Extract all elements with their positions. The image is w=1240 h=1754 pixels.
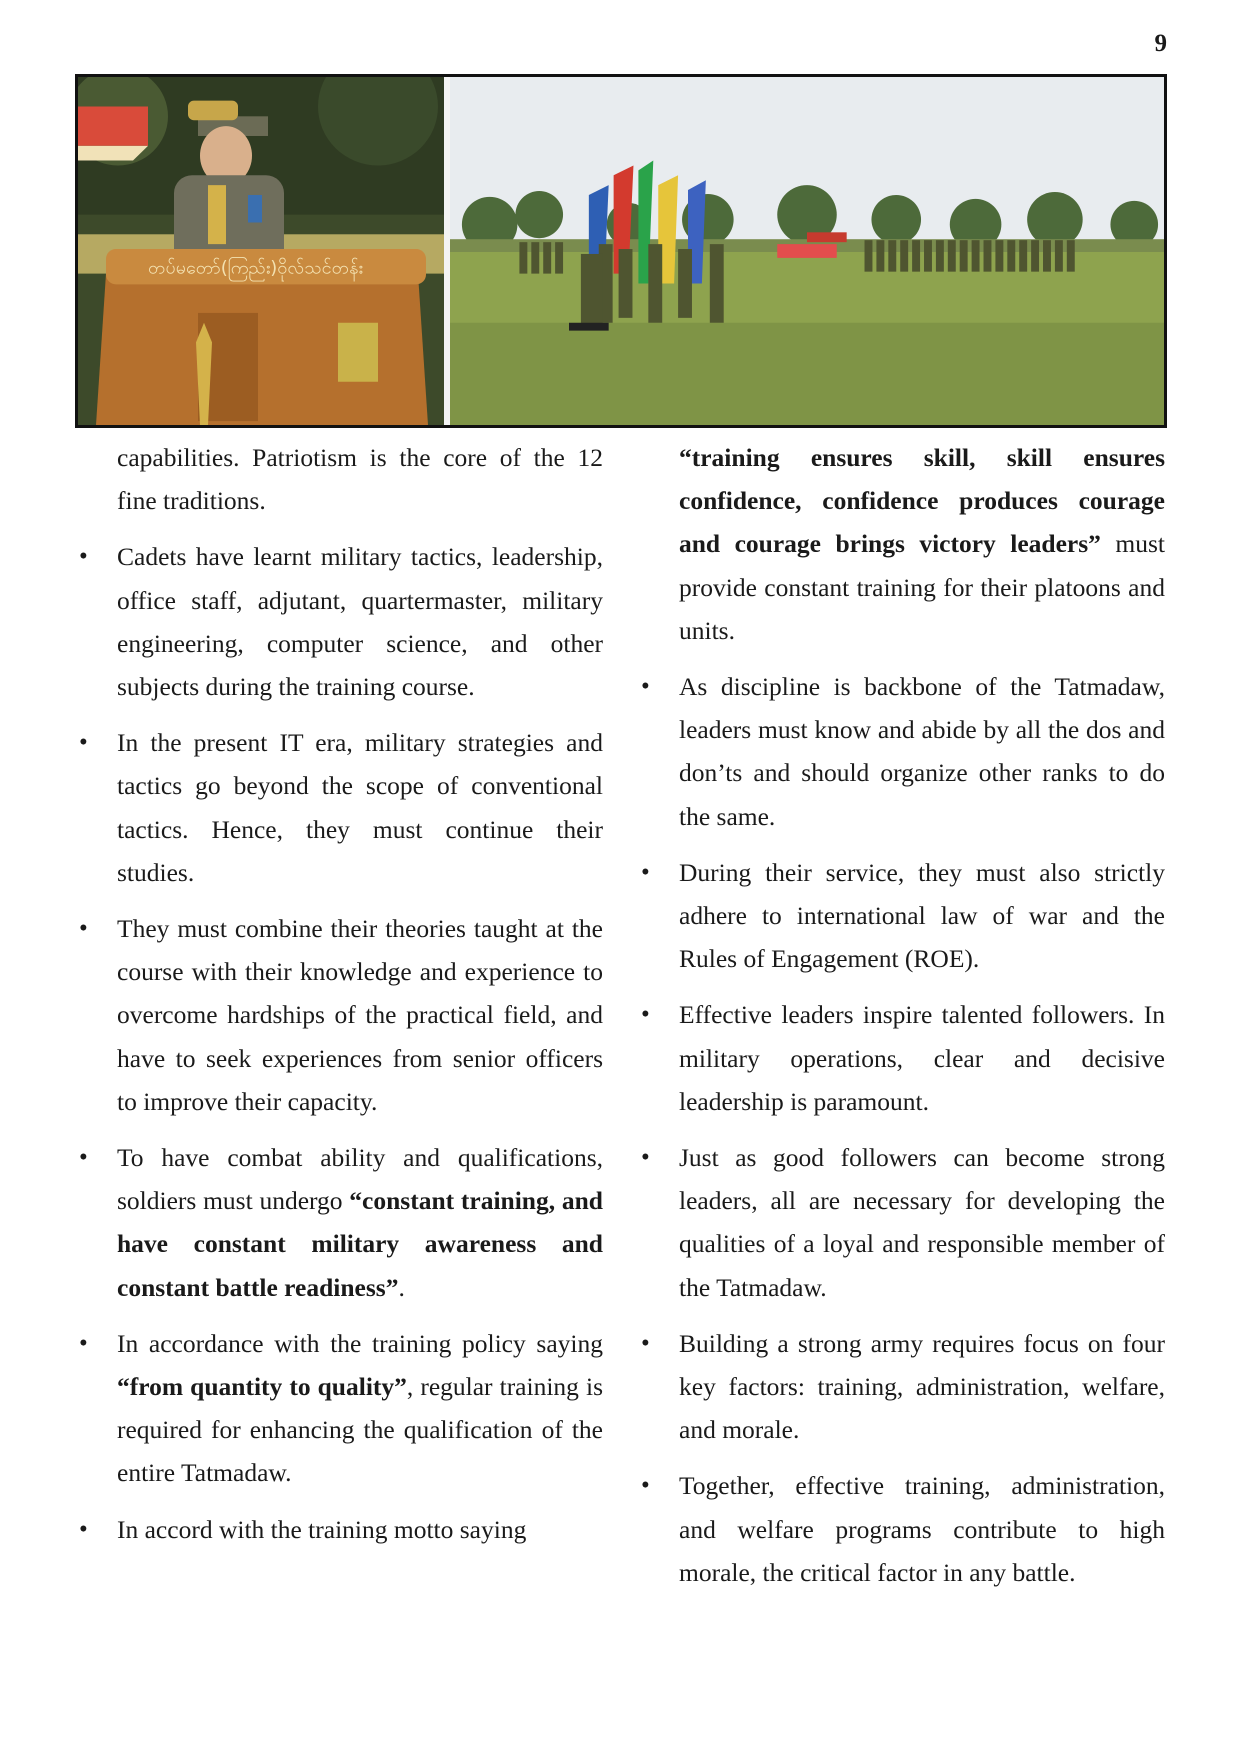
continuation-paragraph: capabilities. Patriotism is the core of the 12 fine traditions. — [117, 443, 603, 516]
right-column — [637, 436, 1165, 1607]
bold-quote: “training ensures skill, skill ensures confidence, confidence produces courage and courage brings victory leaders” — [679, 443, 1165, 559]
podium-speech-photo — [78, 77, 444, 425]
list-item: • During their service, they must also strictly adhere to international law of war and the Rules of Engagement (ROE). — [637, 851, 1165, 981]
list-item: • As discipline is backbone of the Tatmadaw, leaders must know and abide by all the dos and don’ts and should organize other ranks to do the same. — [637, 665, 1165, 838]
text-run: must provide constant training for their platoons and units. — [679, 529, 1165, 645]
text-run: To have combat ability and qualifications, soldiers must undergo — [117, 1143, 603, 1216]
list-item: • Together, effective training, administration, and welfare programs contribute to high morale, the critical factor in any battle. — [637, 1464, 1165, 1594]
bold-quote: “from quantity to quality” — [117, 1372, 407, 1402]
list-item: • Effective leaders inspire talented followers. In military operations, clear and decisive leadership is paramount. — [637, 993, 1165, 1123]
continuation-paragraph — [637, 436, 1165, 652]
list-item: • They must combine their theories taught at the course with their knowledge and experience to overcome hardships of the practical field, and have to seek experiences from senior officers to improve their capacity. — [75, 907, 603, 1123]
list-item: • In accord with the training motto saying — [75, 1508, 603, 1551]
text-run: In accordance with the training policy saying — [117, 1328, 603, 1358]
parade-ground-photo — [450, 77, 1164, 425]
list-item: • Just as good followers can become strong leaders, all are necessary for developing the qualities of a loyal and responsible member of the Tatmadaw. — [637, 1136, 1165, 1309]
photo-banner — [75, 74, 1167, 428]
bold-quote: “constant training, and have constant military awareness and constant battle readiness” — [117, 1186, 603, 1302]
podium-inscription: တပ်မတော်(ကြည်း)ဝိုလ်သင်တန်း — [148, 257, 363, 279]
text-run: , regular training is required for enhancing the qualification of the entire Tatmadaw. — [117, 1372, 603, 1488]
list-item: • In the present IT era, military strategies and tactics go beyond the scope of conventional tactics. Hence, they must continue their studies. — [75, 721, 603, 894]
list-item — [75, 1136, 603, 1309]
left-column — [75, 436, 603, 1564]
text-run: . — [398, 1272, 405, 1302]
list-item: • Building a strong army requires focus on four key factors: training, administration, welfare, and morale. — [637, 1322, 1165, 1452]
list-item: • Cadets have learnt military tactics, leadership, office staff, adjutant, quartermaster, military engineering, computer science, and other subjects during the training course. — [75, 535, 603, 708]
list-item — [75, 1322, 603, 1495]
page-number: 9 — [1154, 30, 1167, 57]
